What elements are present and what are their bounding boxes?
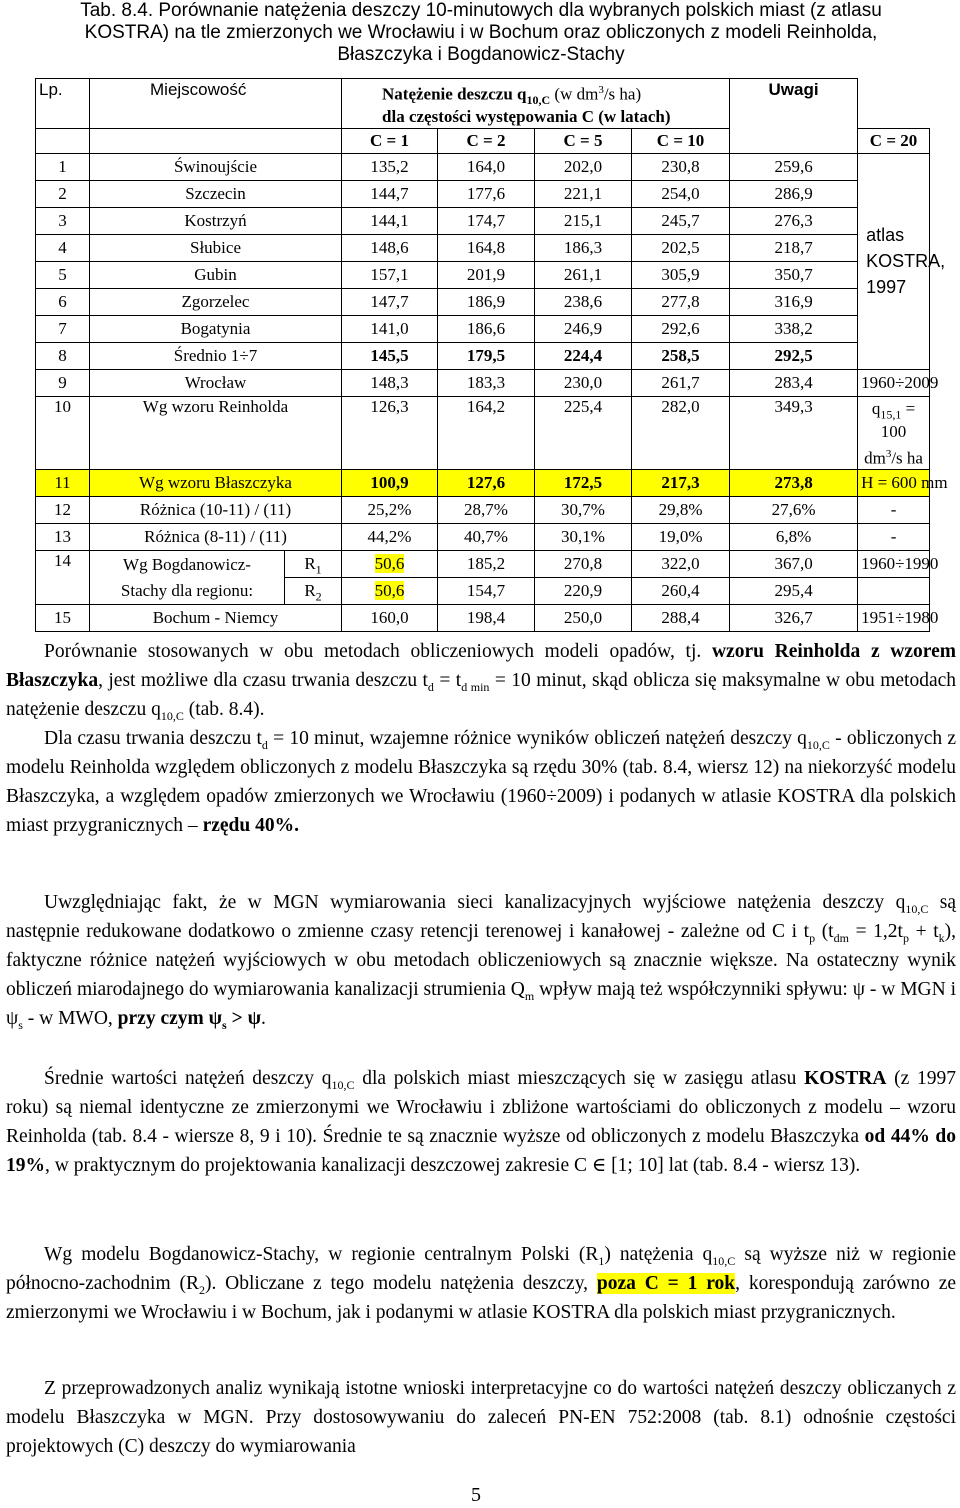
row-value: 238,6	[535, 288, 632, 315]
p2-c: - obliczonych z modelu Reinholda względem obliczonych z modelu Błaszczyka są rzędu 30% (tab. 8.4, wiersz 12) na niekorzyść modelu Błaszczyka, a względem opadów zmierzonych we Wrocławiu (1960÷2009) i podanych w atlasie KOSTRA dla polskich miast przygranicznych –	[6, 728, 957, 836]
p5-sub-1: 1	[598, 1253, 605, 1268]
row-place-line2: Stachy dla regionu:	[90, 578, 285, 605]
p3-sub-dm: dm	[833, 930, 849, 945]
paragraph-5	[6, 1240, 956, 1327]
p3-k: .	[261, 1008, 266, 1029]
paragraph-3	[6, 888, 956, 1033]
row-place: Zgorzelec	[90, 288, 342, 315]
p3-bold-i: przy czym ψ	[117, 1008, 223, 1029]
row-lp: 4	[36, 234, 90, 261]
header-lp: Lp.	[36, 79, 90, 129]
table-row	[36, 315, 930, 342]
row-value: 186,3	[535, 234, 632, 261]
paragraph-2	[6, 724, 956, 840]
header-intensity-a: Natężenie deszczu q	[382, 84, 527, 104]
table-row	[36, 578, 930, 605]
rain-intensity-table	[35, 78, 948, 632]
row-value: 220,9	[535, 578, 632, 605]
row-value: 29,8%	[632, 497, 730, 524]
region-r1: R	[304, 554, 316, 574]
row-lp: 11	[36, 470, 90, 497]
row-value: 277,8	[632, 288, 730, 315]
row-lp: 13	[36, 524, 90, 551]
row-region-r1	[285, 551, 342, 578]
table-row	[36, 551, 930, 578]
row-value: 147,7	[342, 288, 438, 315]
row-value: 44,2%	[342, 524, 438, 551]
row-lp: 3	[36, 207, 90, 234]
row-value: 259,6	[730, 153, 858, 180]
p2-sub-d: d	[261, 737, 268, 752]
row-note: 1951÷1980	[858, 605, 930, 632]
paragraph-1	[6, 637, 956, 724]
row-place: Średnio 1÷7	[90, 342, 342, 369]
row-value: 326,7	[730, 605, 858, 632]
p1-a: Porównanie stosowanych w obu metodach obliczeniowych modeli opadów, tj.	[44, 641, 712, 662]
row-lp: 8	[36, 342, 90, 369]
p1-g: = 10 minut, skąd oblicza się maksymalne w obu metodach natężenie deszczu q	[6, 670, 957, 720]
row-note: 1960÷2009	[858, 369, 930, 396]
row-value: 25,2%	[342, 497, 438, 524]
table-row	[36, 524, 930, 551]
row-value: 164,8	[438, 234, 535, 261]
row-value: 305,9	[632, 261, 730, 288]
table-row	[36, 396, 930, 470]
row-value: 261,7	[632, 369, 730, 396]
row-value: 260,4	[632, 578, 730, 605]
p4-bold-kostra: KOSTRA	[804, 1068, 887, 1089]
row-value: 218,7	[730, 234, 858, 261]
p3-sub-p2: p	[902, 930, 909, 945]
row-value: 164,0	[438, 153, 535, 180]
table-row	[36, 288, 930, 315]
row-value: 185,2	[438, 551, 535, 578]
row-place: Bochum - Niemcy	[90, 605, 342, 632]
row-lp: 5	[36, 261, 90, 288]
row-value: 292,6	[632, 315, 730, 342]
p1-e: = t	[433, 670, 462, 691]
row-value: 198,4	[438, 605, 535, 632]
region-r2: R	[304, 581, 316, 601]
row-note: -	[858, 497, 930, 524]
row-value: 186,6	[438, 315, 535, 342]
row-value: 148,6	[342, 234, 438, 261]
row-lp: 15	[36, 605, 90, 632]
row-value: 224,4	[535, 342, 632, 369]
p4-a: Średnie wartości natężeń deszczy q	[44, 1068, 332, 1089]
row-value: 350,7	[730, 261, 858, 288]
row-value: 295,4	[730, 578, 858, 605]
p3-sub-s: s	[18, 1017, 23, 1032]
row-value: 30,1%	[535, 524, 632, 551]
row-lp: 6	[36, 288, 90, 315]
row-note	[858, 396, 930, 470]
note-q: q	[871, 398, 881, 418]
header-intensity-sub: 10,C	[526, 93, 551, 108]
p3-sub-k: k	[938, 930, 945, 945]
header-c1: C = 1	[342, 128, 438, 153]
row-value: 230,0	[535, 369, 632, 396]
p5-c: są wyższe niż w regionie północno-zachodnim (R	[6, 1244, 956, 1294]
row-place: Szczecin	[90, 180, 342, 207]
row-value: 100,9	[342, 470, 438, 497]
p3-b: są następnie redukowane dodatkowo o zmienne czasy retencji terenowej i kanałowej - zależne od C i t	[6, 892, 956, 942]
row-value: 286,9	[730, 180, 858, 207]
row-value: 27,6%	[730, 497, 858, 524]
row-value: 254,0	[632, 180, 730, 207]
row-value	[342, 551, 438, 578]
table-row	[36, 261, 930, 288]
row-place: Bogatynia	[90, 315, 342, 342]
row-value: 126,3	[342, 396, 438, 470]
row-value: 322,0	[632, 551, 730, 578]
p1-sub-dmin: d min	[461, 679, 490, 694]
header-c10: C = 10	[632, 128, 730, 153]
row-note: H = 600 mm	[858, 470, 930, 497]
row-value-highlight: 50,6	[374, 554, 405, 574]
row-value: 221,1	[535, 180, 632, 207]
row-lp: 9	[36, 369, 90, 396]
p3-sub-10c: 10,C	[905, 901, 929, 916]
note-unit: /s ha	[891, 448, 923, 468]
header-place: Miejscowość	[90, 79, 342, 129]
row-value: 148,3	[342, 369, 438, 396]
header-c20: C = 20	[858, 128, 930, 153]
table-row	[36, 153, 930, 180]
header-intensity-b: (w dm	[550, 84, 599, 104]
table-row	[36, 234, 930, 261]
header-intensity-sup: 3	[598, 84, 604, 96]
row-value: 338,2	[730, 315, 858, 342]
p5-bold-highlight: poza C = 1 rok	[596, 1273, 736, 1294]
header-lp-blank	[36, 128, 90, 153]
row-value: 179,5	[438, 342, 535, 369]
row-value: 183,3	[438, 369, 535, 396]
row-place: Różnica (10-11) / (11)	[90, 497, 342, 524]
p5-f: , korespondują zarówno ze zmierzonymi we Wrocławiu i w Bochum, jak i podanymi w atlasie KOSTRA dla polskich miast przygranicznych.	[6, 1273, 957, 1323]
header-intensity-line2: dla częstości występowania C (w latach)	[342, 106, 730, 129]
row-value: 144,7	[342, 180, 438, 207]
row-value: 160,0	[342, 605, 438, 632]
row-note: -	[858, 524, 930, 551]
p5-sub-2: 2	[198, 1282, 205, 1297]
row-place: Wg wzoru Reinholda	[90, 396, 342, 470]
row-value: 177,6	[438, 180, 535, 207]
header-place-blank	[90, 128, 342, 153]
row-value: 164,2	[438, 396, 535, 470]
p3-sub-p: p	[809, 930, 816, 945]
row-value: 245,7	[632, 207, 730, 234]
note-eq: = 100	[880, 398, 916, 441]
p3-e: + t	[908, 921, 939, 942]
row-value: 141,0	[342, 315, 438, 342]
row-value: 367,0	[730, 551, 858, 578]
row-place: Wg wzoru Błaszczyka	[90, 470, 342, 497]
row-lp: 1	[36, 153, 90, 180]
p2-b: = 10 minut, wzajemne różnice wyników obliczeń natężeń deszczy q	[267, 728, 807, 749]
row-value	[342, 578, 438, 605]
row-place: Świnoujście	[90, 153, 342, 180]
row-value: 40,7%	[438, 524, 535, 551]
row-value: 202,0	[535, 153, 632, 180]
table-row	[36, 605, 930, 632]
note-q-sub: 15,1	[880, 407, 902, 422]
paragraph-6	[6, 1374, 956, 1461]
row-value: 258,5	[632, 342, 730, 369]
row-lp: 7	[36, 315, 90, 342]
p3-h: - w MWO,	[22, 1008, 118, 1029]
p1-sub-d: d	[427, 679, 434, 694]
p4-b: dla polskich miast mieszczących się w zasięgu atlasu	[354, 1068, 805, 1089]
header-c5: C = 5	[535, 128, 632, 153]
p5-a: Wg modelu Bogdanowicz-Stachy, w regionie centralnym Polski (R	[44, 1244, 599, 1265]
row-value: 225,4	[535, 396, 632, 470]
p1-i: (tab. 8.4).	[183, 699, 265, 720]
table-row	[36, 497, 930, 524]
row-value: 145,5	[342, 342, 438, 369]
p3-bold-j: > ψ	[226, 1008, 261, 1029]
row-value: 288,4	[632, 605, 730, 632]
row-value: 283,4	[730, 369, 858, 396]
row-note: 1960÷1990	[858, 551, 930, 578]
p3-c: (t	[815, 921, 834, 942]
row-note-blank	[858, 578, 930, 605]
row-value: 30,7%	[535, 497, 632, 524]
header-c2: C = 2	[438, 128, 535, 153]
table-row	[36, 342, 930, 369]
row-value: 6,8%	[730, 524, 858, 551]
row-value: 201,9	[438, 261, 535, 288]
header-notes: Uwagi	[730, 79, 858, 154]
p3-f: ), faktyczne różnice natężeń wyjściowych w obu metodach obliczeniowych są znacznie większe. Na ostateczny wynik obliczeń miarodajnego do wymiarowania kanalizacji strumienia Q	[6, 921, 957, 1000]
caption-line-3: Błaszczyka i Bogdanowicz-Stachy	[337, 44, 625, 65]
p3-a: Uwzględniając fakt, że w MGN wymiarowania sieci kanalizacyjnych wyjściowe natężenia deszczy q	[44, 892, 906, 913]
p2-a: Dla czasu trwania deszczu t	[44, 728, 262, 749]
p6-text: Z przeprowadzonych analiz wynikają istotne wnioski interpretacyjne co do wartości natężeń deszczy obliczanych z modelu Błaszczyka w MGN. Przy dostosowywaniu do zaleceń PN-EN 752:2008 (tab. 8.1) odnośnie częstości projektowych (C) deszczy do wymiarowania	[6, 1378, 956, 1457]
row-lp: 14	[36, 551, 90, 605]
row-place: Różnica (8-11) / (11)	[90, 524, 342, 551]
row-value: 250,0	[535, 605, 632, 632]
row-place: Słubice	[90, 234, 342, 261]
row-value: 144,1	[342, 207, 438, 234]
table-row	[36, 369, 930, 396]
p3-g: wpływ mają też współczynniki spływu: ψ - w MGN i ψ	[6, 979, 957, 1029]
row-value: 135,2	[342, 153, 438, 180]
row-value: 282,0	[632, 396, 730, 470]
row-place: Wrocław	[90, 369, 342, 396]
row-value: 215,1	[535, 207, 632, 234]
atlas-note	[858, 153, 946, 369]
header-intensity-c: /s ha)	[603, 84, 642, 104]
p4-bold-range: od 44% do 19%	[6, 1126, 956, 1176]
row-place-line1: Wg Bogdanowicz-	[90, 551, 285, 578]
p1-sub-10c: 10,C	[160, 708, 184, 723]
row-value: 270,8	[535, 551, 632, 578]
row-place: Gubin	[90, 261, 342, 288]
table-row	[36, 180, 930, 207]
atlas-note-2: KOSTRA,	[866, 251, 946, 272]
p2-sub-10c: 10,C	[806, 737, 830, 752]
caption-line-2: KOSTRA) na tle zmierzonych we Wrocławiu i w Bochum oraz obliczonych z modeli Reinholda,	[84, 22, 878, 43]
row-value: 174,7	[438, 207, 535, 234]
row-value: 186,9	[438, 288, 535, 315]
table-row-highlighted	[36, 470, 930, 497]
table-caption	[6, 0, 956, 66]
p5-b: ) natężenia q	[604, 1244, 713, 1265]
atlas-note-3: 1997	[866, 277, 907, 298]
header-intensity	[342, 79, 730, 106]
row-value: 316,9	[730, 288, 858, 315]
p3-sub-s2: s	[222, 1017, 227, 1032]
p4-sub-10c: 10,C	[331, 1077, 355, 1092]
region-r1-sub: 1	[315, 562, 322, 577]
row-value: 276,3	[730, 207, 858, 234]
note-dm-sup: 3	[885, 447, 892, 460]
row-value: 261,1	[535, 261, 632, 288]
p3-sub-m: m	[524, 988, 535, 1003]
row-value: 202,5	[632, 234, 730, 261]
row-region-r2	[285, 578, 342, 605]
row-value: 19,0%	[632, 524, 730, 551]
p4-f: , w praktycznym do projektowania kanalizacji deszczowej zakresie C ∈ [1; 10] lat (tab. 8.4 - wiersz 13).	[45, 1155, 861, 1176]
row-value: 172,5	[535, 470, 632, 497]
row-value: 246,9	[535, 315, 632, 342]
row-lp: 10	[36, 396, 90, 470]
row-value: 349,3	[730, 396, 858, 470]
p3-d: = 1,2t	[848, 921, 903, 942]
p5-sub-10c: 10,C	[712, 1253, 736, 1268]
region-r2-sub: 2	[315, 589, 322, 604]
caption-line-1: Tab. 8.4. Porównanie natężenia deszczy 10-minutowych dla wybranych polskich miast (z atlasu	[80, 0, 882, 21]
p1-bold: wzoru Reinholda z wzorem Błaszczyka	[6, 641, 956, 691]
row-lp: 2	[36, 180, 90, 207]
row-value: 230,8	[632, 153, 730, 180]
row-value: 273,8	[730, 470, 858, 497]
p1-c: , jest możliwe dla czasu trwania deszczu t	[98, 670, 428, 691]
row-value: 127,6	[438, 470, 535, 497]
paragraph-4	[6, 1064, 956, 1180]
row-value: 292,5	[730, 342, 858, 369]
row-value-highlight: 50,6	[374, 581, 405, 601]
row-value: 154,7	[438, 578, 535, 605]
row-place: Kostrzyń	[90, 207, 342, 234]
row-value: 157,1	[342, 261, 438, 288]
p2-bold: rzędu 40%.	[202, 815, 299, 836]
row-value: 217,3	[632, 470, 730, 497]
table-header-row-1	[36, 79, 930, 106]
atlas-note-1: atlas	[866, 225, 905, 246]
table-row	[36, 207, 930, 234]
note-dm: dm	[864, 448, 886, 468]
p4-d: (z 1997 roku) są niemal identyczne ze zmierzonymi we Wrocławiu i zbliżone wartościami do obliczonych z modelu – wzoru Reinholda (tab. 8.4 - wiersze 8, 9 i 10). Średnie te są znacznie wyższe od obliczonych z modelu Błaszczyka	[6, 1068, 957, 1147]
page-number: 5	[471, 1484, 481, 1506]
row-value: 28,7%	[438, 497, 535, 524]
p5-d: ). Obliczane z tego modelu natężenia deszczy,	[204, 1273, 597, 1294]
row-lp: 12	[36, 497, 90, 524]
